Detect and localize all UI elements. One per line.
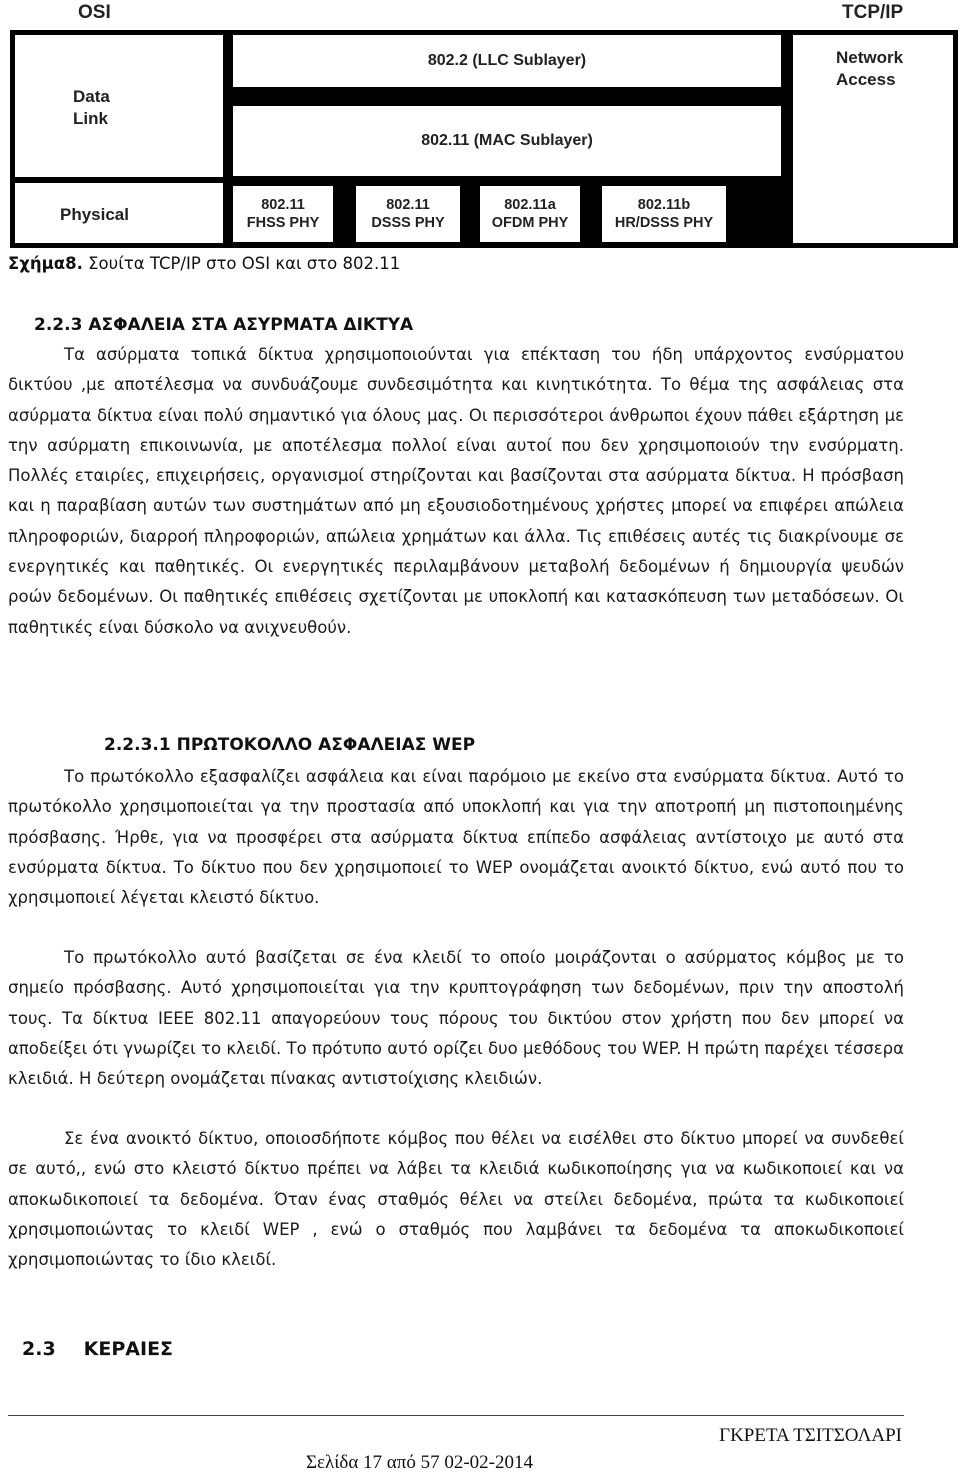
section3-number: 2.3 <box>22 1338 56 1360</box>
footer-page-number: Σελίδα 17 από 57 02-02-2014 <box>306 1452 533 1473</box>
data-link-label: Data Link <box>73 87 110 128</box>
phy-ofdm-line2: OFDM PHY <box>491 215 569 231</box>
figure-number: Σχήμα8. <box>8 254 83 273</box>
wep-paragraph-1: Το πρωτόκολλο εξασφαλίζει ασφάλεια και είναι παρόμοιο με εκείνο στα ενσύρματα δίκτυα. Αυτό το πρωτόκολλο χρησιμοποιείται γα την προστασία από υποκλοπή και για την αποτροπή μη πιστοποιημένης πρόσβασης. Ήρθε, για να προσφέρει στα ασύρματα δίκτυα επίπεδο ασφάλειας αντίστοιχο με αυτό στα ενσύρματα δίκτυα. Το δίκτυο που δεν χρησιμοποιεί το WEP ονομάζεται ανοικτό δίκτυο, ενώ αυτό που το χρησιμοποιεί λέγεται κλειστό δίκτυο. <box>8 767 904 908</box>
data-link-cell <box>15 35 223 177</box>
figure-caption <box>8 254 400 273</box>
section-heading-antennas <box>22 1338 173 1360</box>
section-heading-wireless-security: 2.2.3 ΑΣΦΑΛΕΙΑ ΣΤΑ ΑΣΥΡΜΑΤΑ ΔΙΚΤΥΑ <box>34 315 414 335</box>
phy-hrdsss-line2: HR/DSSS PHY <box>614 215 714 231</box>
phy-hrdsss-line1: 802.11b <box>637 197 691 213</box>
phy-box-fhss <box>233 186 333 242</box>
footer-divider <box>8 1415 904 1416</box>
osi-column-label: OSI <box>78 2 111 23</box>
network-access-label: Network Access <box>836 48 904 89</box>
wep-paragraph-2: Το πρωτόκολλο αυτό βασίζεται σε ένα κλειδί το οποίο μοιράζονται ο ασύρματος κόμβος με το σημείο πρόσβασης. Αυτό χρησιμοποιείται για την κρυπτογράφηση των δεδομένων, πριν την αποστολή τους. Τα δίκτυα IEEE 802.11 απαγορεύουν τους πόρους του δικτύου στον χρήστη που δεν μπορεί να αποδείξει ότι γνωρίζει το κλειδί. Το πρότυπο αυτό ορίζει δυο μεθόδους του WEP. Η πρώτη παρέχει τέσσερα κλειδιά. Η δεύτερη ονομάζεται πίνακας αντιστοίχισης κλειδιών. <box>8 948 904 1089</box>
physical-label: Physical <box>60 205 129 224</box>
phy-box-dsss <box>356 186 460 242</box>
tcpip-column-label: TCP/IP <box>842 2 904 23</box>
phy-box-ofdm <box>480 186 580 242</box>
ieee-802-11-stack <box>228 30 788 248</box>
wep-paragraph-3: Σε ένα ανοικτό δίκτυο, οποιοσδήποτε κόμβος που θέλει να εισέλθει στο δίκτυο μπορεί να συνδεθεί σε αυτό,, ενώ στο κλειστό δίκτυο πρέπει να λάβει τα κλειδιά κωδικοποίησης για να κωδικοποιεί και να αποκωδικοποιεί τα δεδομένα. Όταν ένας σταθμός θέλει να στείλει δεδομένα, πρώτα τα κωδικοποιεί χρησιμοποιώντας το κλειδί WEP , ενώ ο σταθμός που λαμβάνει τα δεδομένα τα αποκωδικοποιεί χρησιμοποιώντας το ίδιο κλειδί. <box>8 1129 904 1270</box>
phy-ofdm-line1: 802.11a <box>504 197 556 213</box>
mac-sublayer-bar: 802.11 (MAC Sublayer) <box>233 106 781 176</box>
phy-fhss-line1: 802.11 <box>261 197 305 213</box>
phy-fhss-line2: FHSS PHY <box>246 215 320 231</box>
phy-dsss-line2: DSSS PHY <box>371 215 445 231</box>
section-heading-wep: 2.2.3.1 ΠΡΩΤΟΚΟΛΛΟ ΑΣΦΑΛΕΙΑΣ WEP <box>104 735 476 755</box>
osi-tcpip-802-11-diagram <box>0 0 960 255</box>
footer-author: ΓΚΡΕΤΑ ΤΣΙΤΣΟΛΑΡΙ <box>719 1425 902 1446</box>
section1-paragraph: Τα ασύρματα τοπικά δίκτυα χρησιμοποιούνται για επέκταση του ήδη υπάρχοντος ενσύρματου δικτύου ,με αποτέλεσμα να συνδυάζουμε συνδεσιμότητα και κινητικότητα. Το θέμα της ασφάλειας στα ασύρματα δίκτυα είναι πολύ σημαντικό για όλους μας. Οι περισσότεροι άνθρωποι έχουν πάθει εξάρτηση με την ασύρματη επικοινωνία, με αποτέλεσμα πολλοί είναι αυτοί που δεν χρησιμοποιούν την ενσύρματη. Πολλές εταιρίες, επιχειρήσεις, οργανισμοί στηρίζονται και βασίζονται στα ασύρματα δίκτυα. Η πρόσβαση και η παραβίαση αυτών των συστημάτων από μη εξουσιοδοτημένους χρήστες μπορεί να επιφέρει απώλεια πληροφοριών, διαρροή πληροφοριών, απώλεια χρημάτων και άλλα. Τις επιθέσεις αυτές τις διακρίνουμε σε ενεργητικές και παθητικές. Οι ενεργητικές περιλαμβάνουν μεταβολή δεδομένων ή δημιουργία ψευδών ροών δεδομένων. Οι παθητικές επιθέσεις σχετίζονται με υποκλοπή και κατασκόπευση των μεταδόσεων. Οι παθητικές είναι δύσκολο να ανιχνευθούν. <box>8 345 904 637</box>
phy-dsss-line1: 802.11 <box>386 197 430 213</box>
llc-sublayer-bar: 802.2 (LLC Sublayer) <box>233 35 781 87</box>
figure-caption-text: Σουίτα TCP/IP στο OSI και στο 802.11 <box>82 254 401 273</box>
phy-box-hrdsss <box>602 186 726 242</box>
section3-title: ΚΕΡΑΙΕΣ <box>83 1338 174 1360</box>
